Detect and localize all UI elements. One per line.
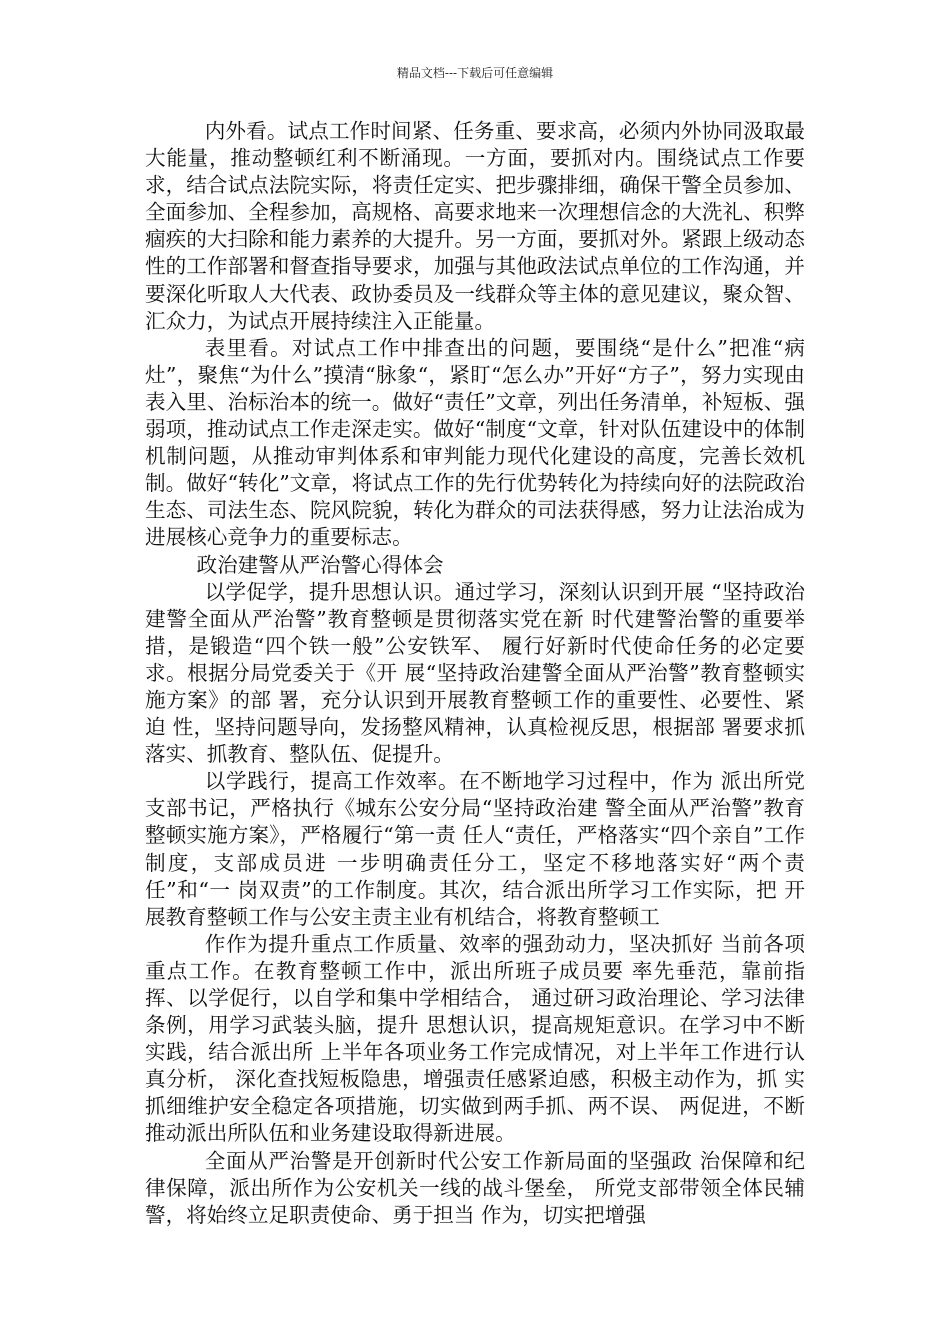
paragraph-study-practice: 以学践行，提高工作效率。在不断地学习过程中，作为 派出所党支部书记，严格执行《城东公安分局“坚持政治建 警全面从严治警”教育整顿实施方案》，严格履行“第一责 任人“责任，严格落实“四个亲自”工作制度，支部成员进 一步明确责任分工，坚定不移地落实好“两个责任”和“一 岗双责”的工作制度。其次，结合派出所学习工作实际，把 开展教育整顿工作与公安主责主业有机结合，将教育整顿工 xyxy=(145,769,805,929)
paragraph-strict-governance: 全面从严治警是开创新时代公安工作新局面的坚强政 治保障和纪律保障，派出所作为公安机关一线的战斗堡垒， 所党支部带领全体民辅警，将始终立足职责使命、勇于担当 作为，切实把增强 xyxy=(145,1148,805,1227)
paragraph-surface-depth: 表里看。对试点工作中排查出的问题，要围绕“是什么”把准“病灶”，聚焦“为什么”摸清“脉象“，紧盯“怎么办”开好“方子”，努力实现由表入里、治标治本的统一。做好“责任”文章，列出任务清单，补短板、强弱项，推动试点工作走深走实。做好“制度“文章，针对队伍建设中的体制机制问题，从推动审判体系和审判能力现代化建设的高度，完善长效机制。做好“转化”文章，将试点工作的先行优势转化为持续向好的法院政治生态、司法生态、院风院貌，转化为群众的司法获得感，努力让法治成为进展核心竞争力的重要标志。 xyxy=(145,335,805,550)
paragraph-key-work: 作作为提升重点工作质量、效率的强劲动力，坚决抓好 当前各项重点工作。在教育整顿工作中，派出所班子成员要 率先垂范，靠前指挥、以学促行，以自学和集中学相结合， 通过研习政治理论、学习法律条例，用学习武装头脑，提升 思想认识，提高规矩意识。在学习中不断实践，结合派出所 上半年各项业务工作完成情况，对上半年工作进行认真分析， 深化查找短板隐患，增强责任感紧迫感，积极主动作为，抓 实抓细维护安全稳定各项措施，切实做到两手抓、两不误、 两促进，不断推动派出所队伍和业务建设取得新进展。 xyxy=(145,931,805,1146)
page-header: 精品文档---下载后可任意编辑 xyxy=(396,66,554,80)
paragraph-inside-outside: 内外看。试点工作时间紧、任务重、要求高，必须内外协同汲取最大能量，推动整顿红利不断涌现。一方面，要抓对内。围绕试点工作要求，结合试点法院实际，将责任定实、把步骤排细，确保干警全员参加、全面参加、全程参加，高规格、高要求地来一次理想信念的大洗礼、积弊痼疾的大扫除和能力素养的大提升。另一方面，要抓对外。紧跟上级动态性的工作部署和督查指导要求，加强与其他政法试点单位的工作沟通，并要深化听取人大代表、政协委员及一线群众等主体的意见建议，聚众智、汇众力，为试点开展持续注入正能量。 xyxy=(145,119,805,333)
section-title: 政治建警从严治警心得体会 xyxy=(196,552,444,577)
document-body xyxy=(145,118,805,1318)
paragraph-study-promote: 以学促学，提升思想认识。通过学习，深刻认识到开展 “坚持政治建警全面从严治警”教育整顿是贯彻落实党在新 时代建警治警的重要举措，是锻造“四个铁一般”公安铁军、 履行好新时代使命任务的必定要求。根据分局党委关于《开 展“坚持政治建警全面从严治警”教育整顿实施方案》的部 署，充分认识到开展教育整顿工作的重要性、必要性、紧迫 性，坚持问题导向，发扬整风精神，认真检视反思，根据部 署要求抓落实、抓教育、整队伍、促提升。 xyxy=(145,579,805,767)
